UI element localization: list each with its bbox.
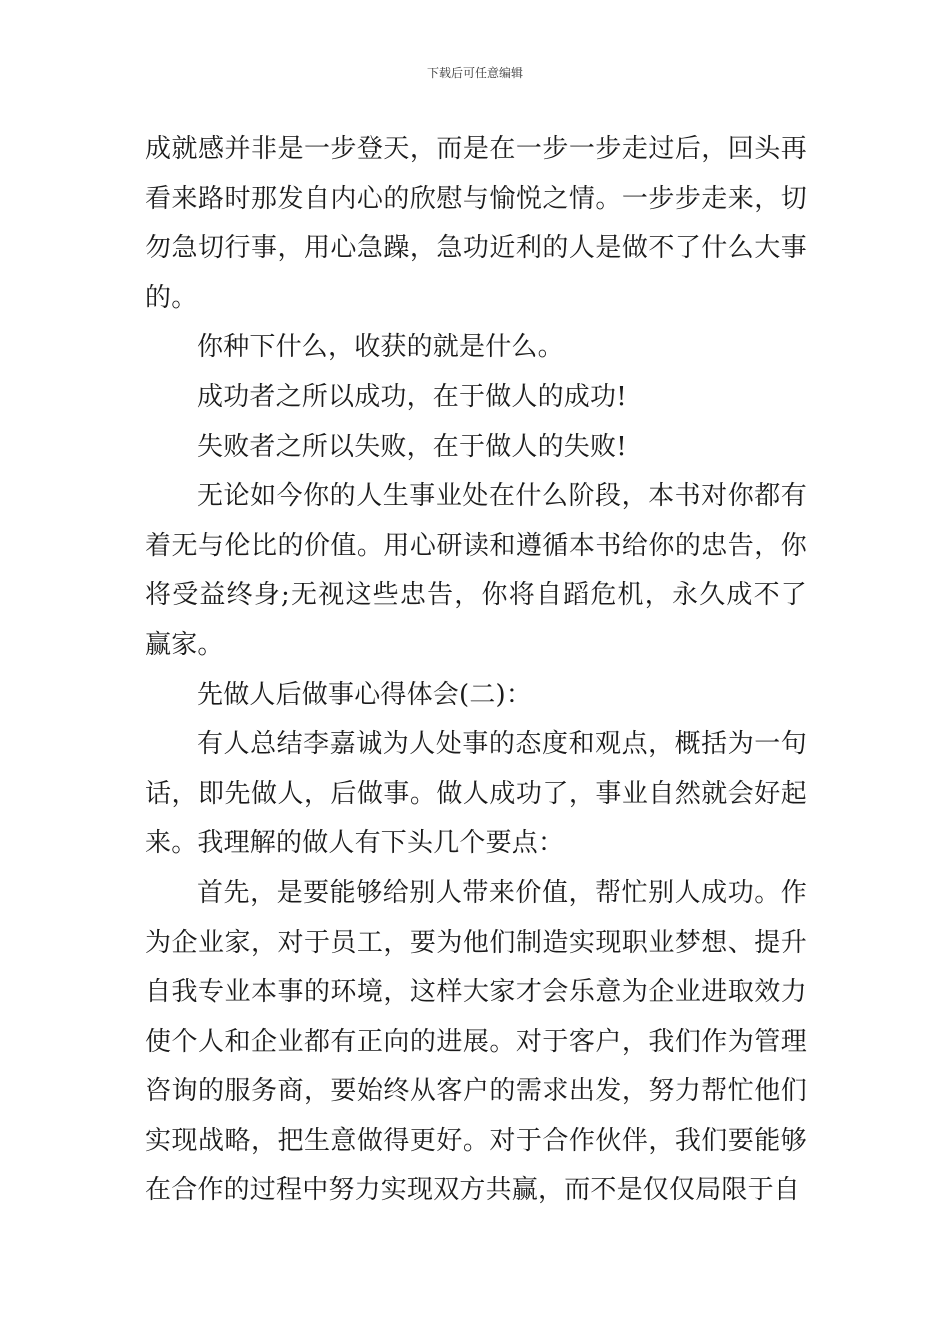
paragraph-5: 无论如今你的人生事业处在什么阶段，本书对你都有着无与伦比的价值。用心研读和遵循本书给你的忠告，你将受益终身;无视这些忠告，你将自蹈危机，永久成不了赢家。 xyxy=(145,481,807,660)
paragraph-2: 你种下什么，收获的就是什么。 xyxy=(197,332,564,363)
page-header-note: 下载后可任意编辑 xyxy=(426,66,523,80)
paragraph-3: 成功者之所以成功，在于做人的成功! xyxy=(197,381,627,412)
section-heading: 先做人后做事心得体会(二)： xyxy=(197,679,533,710)
document-body xyxy=(145,125,807,1216)
paragraph-7: 首先，是要能够给别人带来价值，帮忙别人成功。作为企业家，对于员工，要为他们制造实现职业梦想、提升自我专业本事的环境，这样大家才会乐意为企业进取效力使个人和企业都有正向的进展。对于客户，我们作为管理咨询的服务商，要始终从客户的需求出发，努力帮忙他们实现战略，把生意做得更好。对于合作伙伴，我们要能够在合作的过程中努力实现双方共赢，而不是仅仅局限于自 xyxy=(145,877,807,1206)
paragraph-4: 失败者之所以失败，在于做人的失败! xyxy=(197,431,627,462)
paragraph-6: 有人总结李嘉诚为人处事的态度和观点，概括为一句话，即先做人，后做事。做人成功了，事业自然就会好起来。我理解的做人有下头几个要点： xyxy=(145,729,807,859)
paragraph-1: 成就感并非是一步登天，而是在一步一步走过后，回头再看来路时那发自内心的欣慰与愉悦之情。一步步走来，切勿急切行事，用心急躁，急功近利的人是做不了什么大事的。 xyxy=(145,134,807,313)
